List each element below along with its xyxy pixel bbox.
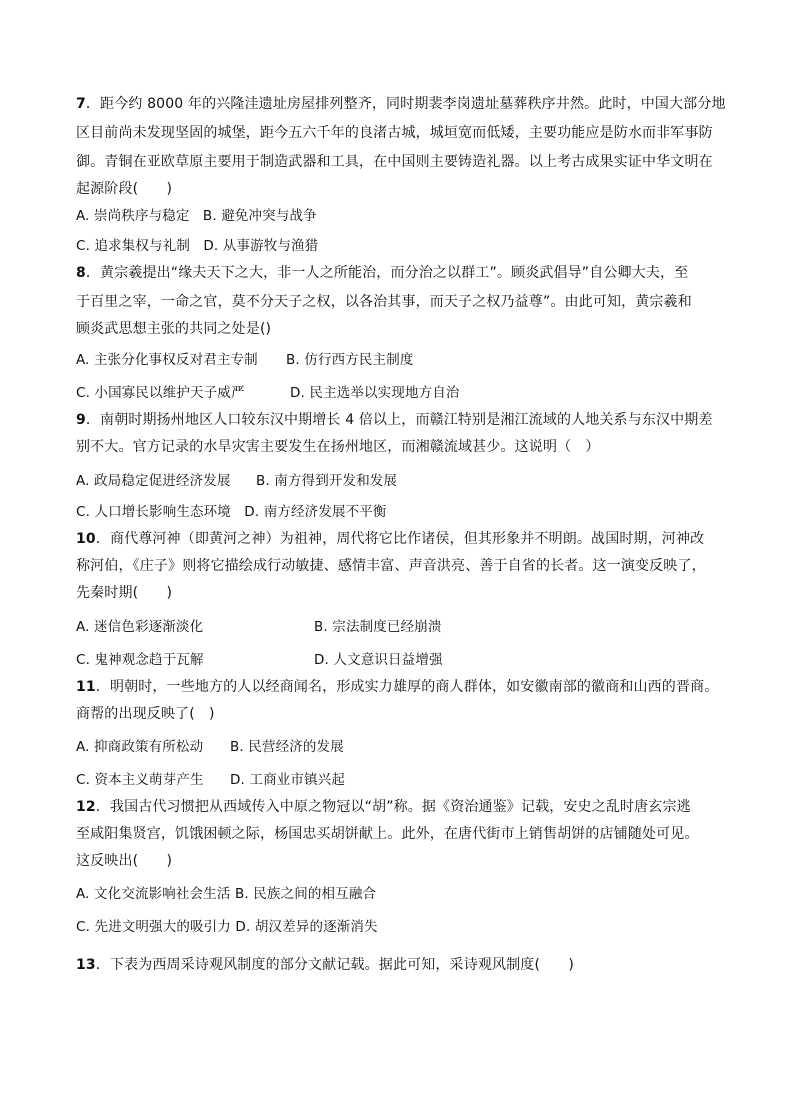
q12-option-b: B. 民族之间的相互融合	[234, 886, 377, 902]
q7-line-4: 起源阶段( )	[76, 181, 173, 197]
q7-options-row-2	[76, 237, 318, 255]
q7-options-row-1	[76, 207, 317, 225]
q10-number: 10	[76, 531, 96, 547]
q12-number: 12	[76, 799, 96, 815]
q11-line-1	[76, 678, 718, 696]
q9-option-b: B. 南方得到开发和发展	[256, 473, 398, 489]
q9-option-d: D. 南方经济发展不平衡	[244, 504, 387, 520]
q7-option-d: D. 从事游牧与渔猎	[203, 238, 319, 254]
q8-number: 8	[76, 265, 86, 281]
q11-option-c: C. 资本主义萌芽产生	[76, 772, 204, 788]
q10-option-c: C. 鬼神观念趋于瓦解	[76, 652, 204, 668]
q8-line-1	[76, 264, 688, 282]
q10-stem-1: ．商代尊河神（即黄河之神）为祖神，周代将它比作诸侯，但其形象并不明朗。战国时期，河神改	[95, 531, 705, 547]
q12-options-row-2	[76, 918, 378, 936]
q9-stem-1: ．南朝时期扬州地区人口较东汉中期增长 4 倍以上，而赣江特别是湘江流域的人地关系与东汉中期差	[85, 412, 713, 428]
q9-option-c: C. 人口增长影响生态环境	[76, 504, 231, 520]
q8-line-2: 于百里之宰，一命之官，莫不分天子之权，以各治其事，而天子之权乃益尊”。由此可知，黄宗羲和	[76, 294, 692, 310]
q7-option-b: B. 避免冲突与战争	[202, 208, 317, 224]
q10-option-b: B. 宗法制度已经崩溃	[314, 619, 442, 635]
q11-options-row-2	[76, 771, 345, 789]
q7-line-3: 御。青铜在亚欧草原主要用于制造武器和工具，在中国则主要铸造礼器。以上考古成果实证中华文明在	[76, 154, 713, 170]
q12-options-row-1	[76, 885, 376, 903]
q8-options-row-1	[76, 351, 414, 369]
q9-options-row-2	[76, 503, 387, 521]
q9-options-row-1	[76, 472, 398, 490]
q11-number: 11	[76, 679, 96, 695]
q8-option-a: A. 主张分化事权反对君主专制	[76, 352, 258, 368]
q8-stem-1: ．黄宗羲提出“缘夫天下之大，非一人之所能治，而分治之以群工”。顾炎武倡导”自公卿大夫，至	[85, 265, 689, 281]
q11-line-2: 商帮的出现反映了( )	[76, 706, 215, 722]
q7-number: 7	[76, 96, 86, 112]
q13-number: 13	[76, 957, 96, 973]
q8-line-3: 顾炎武思想主张的共同之处是()	[76, 321, 272, 337]
q7-option-a: A. 崇尚秩序与稳定	[76, 208, 190, 224]
q11-option-d: D. 工商业市镇兴起	[230, 772, 345, 788]
q8-option-b: B. 仿行西方民主制度	[286, 352, 414, 368]
q12-option-c: C. 先进文明强大的吸引力	[76, 919, 231, 935]
q13-stem-1: ．下表为西周采诗观风制度的部分文献记载。据此可知，采诗观风制度( )	[95, 957, 574, 973]
q11-stem-1: ．明朝时，一些地方的人以经商闻名，形成实力雄厚的商人群体，如安徽南部的徽商和山西的晋商。	[95, 679, 719, 695]
q7-line-1	[76, 95, 726, 113]
q9-line-2: 别不大。官方记录的水旱灾害主要发生在扬州地区，而湘赣流域甚少。这说明（ ）	[76, 439, 600, 455]
q7-option-c: C. 追求集权与礼制	[76, 238, 191, 254]
q11-options-row-1	[76, 738, 344, 756]
q10-options-row-1	[76, 618, 442, 636]
q11-option-a: A. 抑商政策有所松动	[76, 739, 204, 755]
q10-line-2: 称河伯，《庄子》则将它描绘成行动敏捷、感情丰富、声音洪亮、善于自省的长者。这一演变反映了，	[76, 558, 706, 574]
q12-line-2: 至咸阳集贤宫，饥饿困顿之际，杨国忠买胡饼献上。此外，在唐代街市上销售胡饼的店铺随处可见。	[76, 826, 699, 842]
q7-line-2: 区目前尚未发现坚固的城堡，距今五六千年的良渚古城，城垣宽而低矮，主要功能应是防水而非军事防	[76, 125, 713, 141]
q10-option-a: A. 迷信色彩逐渐淡化	[76, 619, 204, 635]
q8-option-c: C. 小国寡民以维护天子威严	[76, 385, 245, 401]
q8-option-d: D. 民主选举以实现地方自治	[290, 385, 460, 401]
q12-stem-1: ．我国古代习惯把从西域传入中原之物冠以“胡”称。据《资治通鉴》记载，安史之乱时唐玄宗逃	[95, 799, 691, 815]
q12-option-d: D. 胡汉差异的逐渐消失	[235, 919, 378, 935]
q12-line-1	[76, 798, 691, 816]
q10-line-1	[76, 530, 704, 548]
q10-line-3: 先秦时期( )	[76, 585, 173, 601]
q9-number: 9	[76, 412, 86, 428]
q12-line-3: 这反映出( )	[76, 853, 173, 869]
q9-option-a: A. 政局稳定促进经济发展	[76, 473, 231, 489]
q8-options-row-2	[76, 384, 460, 402]
q10-options-row-2	[76, 651, 443, 669]
q11-option-b: B. 民营经济的发展	[230, 739, 344, 755]
q10-option-d: D. 人文意识日益增强	[314, 652, 443, 668]
q9-line-1	[76, 411, 713, 429]
q12-option-a: A. 文化交流影响社会生活	[76, 886, 231, 902]
q13-line-1	[76, 956, 574, 974]
q7-stem-1: ．距今约 8000 年的兴隆洼遗址房屋排列整齐，同时期裴李岗遗址墓葬秩序井然。此时，中国大部分地	[85, 96, 726, 112]
